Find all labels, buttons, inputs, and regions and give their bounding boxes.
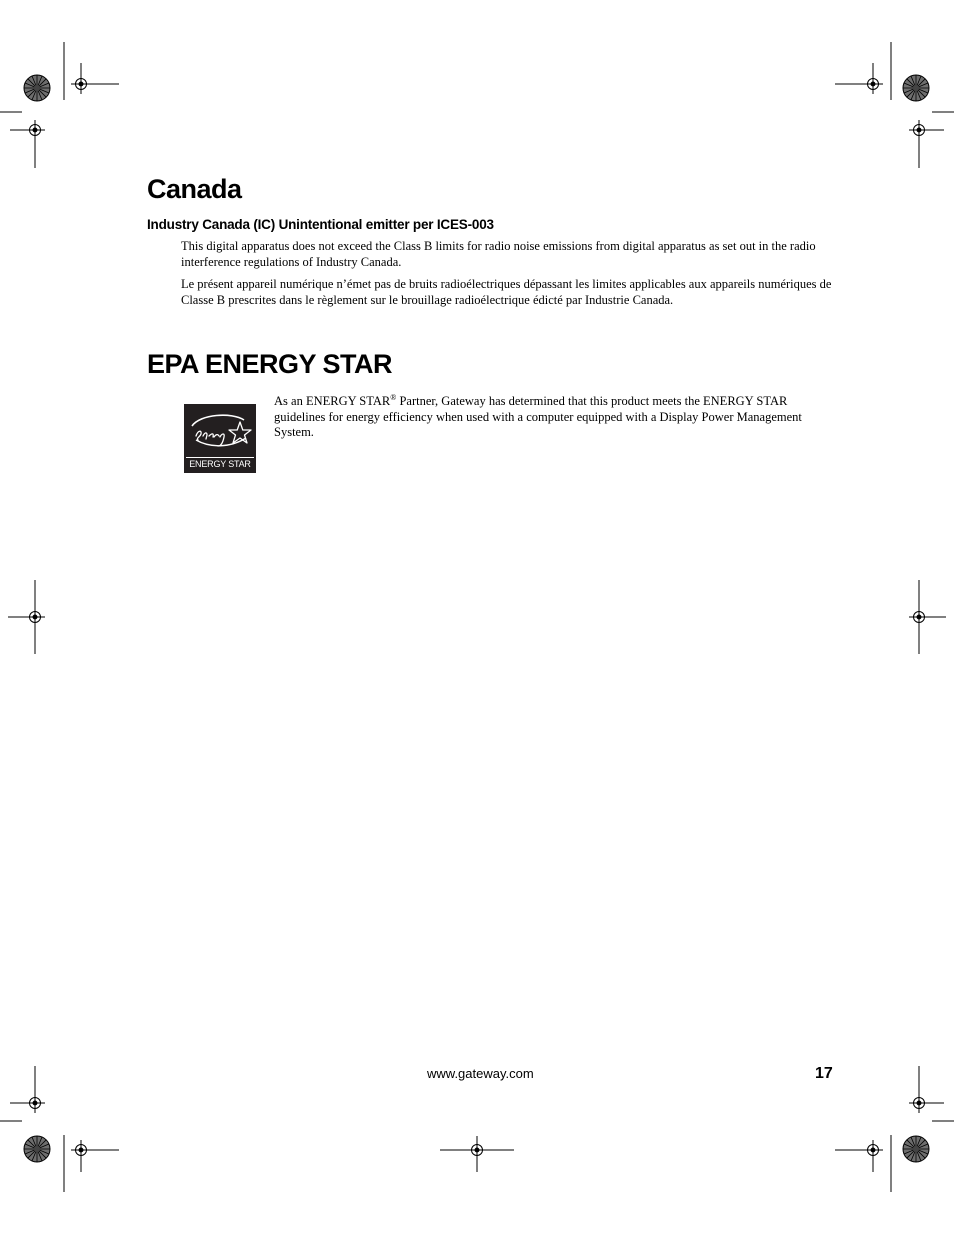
ic-paragraph-english: This digital apparatus does not exceed the Class B limits for radio noise emissions from digital apparatus as set out in the radio interference regulations of Industry Canada. <box>181 239 816 269</box>
energy-star-heading: EPA ENERGY STAR <box>147 349 393 379</box>
energy-star-text-before: As an ENERGY STAR <box>274 394 391 408</box>
ic-subheading: Industry Canada (IC) Unintentional emitter per ICES-003 <box>147 217 494 232</box>
energy-star-logo-label: ENERGY STAR <box>186 457 254 471</box>
energy-star-icon <box>184 404 256 459</box>
energy-star-paragraph <box>274 394 834 441</box>
ic-paragraph-french: Le présent appareil numérique n’émet pas de bruits radioélectriques dépassant les limites applicables aux appareils numériques de Classe B prescrites dans le règlement sur le brouillage radioélectrique édicté par Industrie Canada. <box>181 277 832 307</box>
energy-star-text-after: Partner, Gateway has determined that this product meets the ENERGY STAR guidelines for energy efficiency when used with a computer equipped with a Display Power Management System. <box>274 394 802 440</box>
footer-url: www.gateway.com <box>427 1066 534 1081</box>
canada-heading: Canada <box>147 174 242 204</box>
registered-mark: ® <box>390 392 397 402</box>
energy-star-logo <box>184 404 256 473</box>
page-number: 17 <box>815 1065 833 1082</box>
